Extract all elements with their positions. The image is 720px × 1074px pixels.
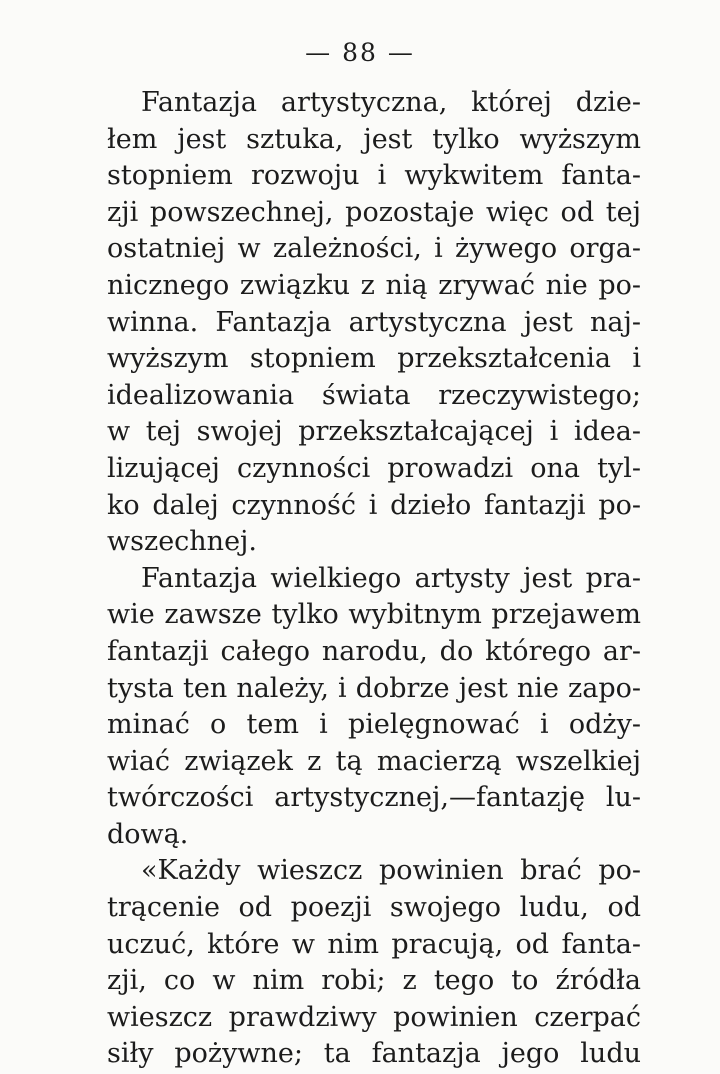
text-line: uczuć, które w nim pracują, od fanta- xyxy=(107,928,641,960)
text-line: winna. Fantazja artystyczna jest naj- xyxy=(107,306,641,338)
text-line: minać o tem i pielęgnować i odży- xyxy=(107,709,641,741)
text-line: trącenie od poezji swojego ludu, od xyxy=(107,892,641,924)
text-line: w tej swojej przekształcającej i idea- xyxy=(107,416,641,448)
page-number: — 88 — xyxy=(305,38,415,67)
text-line: ostatniej w zależności, i żywego orga- xyxy=(107,233,641,265)
text-line: dową. xyxy=(107,818,189,850)
text-line: idealizowania świata rzeczywistego; xyxy=(107,379,641,411)
text-line: wieszcz prawdziwy powinien czerpać xyxy=(107,1001,641,1033)
text-line: lizującej czynności prowadzi ona tyl- xyxy=(107,452,641,484)
text-line: «Każdy wieszcz powinien brać po- xyxy=(141,855,641,887)
text-line: wyższym stopniem przekształcenia i xyxy=(107,343,641,375)
text-line: Fantazja artystyczna, której dzie- xyxy=(141,87,641,118)
text-line: zji, co w nim robi; z tego to źródła xyxy=(107,965,641,997)
text-line: łem jest sztuka, jest tylko wyższym xyxy=(107,123,641,155)
text-line: ko dalej czynność i dzieło fantazji po- xyxy=(107,489,641,521)
text-line: wie zawsze tylko wybitnym przejawem xyxy=(107,599,641,631)
text-line: wiać związek z tą macierzą wszelkiej xyxy=(107,745,641,777)
text-line: fantazji całego narodu, do którego ar- xyxy=(107,635,641,667)
text-line: nicznego związku z nią zrywać nie po- xyxy=(107,269,641,301)
text-line: twórczości artystycznej,—fantazję lu- xyxy=(107,782,641,814)
text-line: tysta ten należy, i dobrze jest nie zapo- xyxy=(107,672,641,704)
text-line: stopniem rozwoju i wykwitem fanta- xyxy=(107,160,641,192)
text-line: wszechnej. xyxy=(107,526,258,558)
text-line: zji powszechnej, pozostaje więc od tej xyxy=(107,196,641,228)
text-line: siły pożywne; ta fantazja jego ludu xyxy=(107,1038,641,1070)
body-text xyxy=(107,85,641,1073)
text-line: Fantazja wielkiego artysty jest pra- xyxy=(141,562,641,594)
